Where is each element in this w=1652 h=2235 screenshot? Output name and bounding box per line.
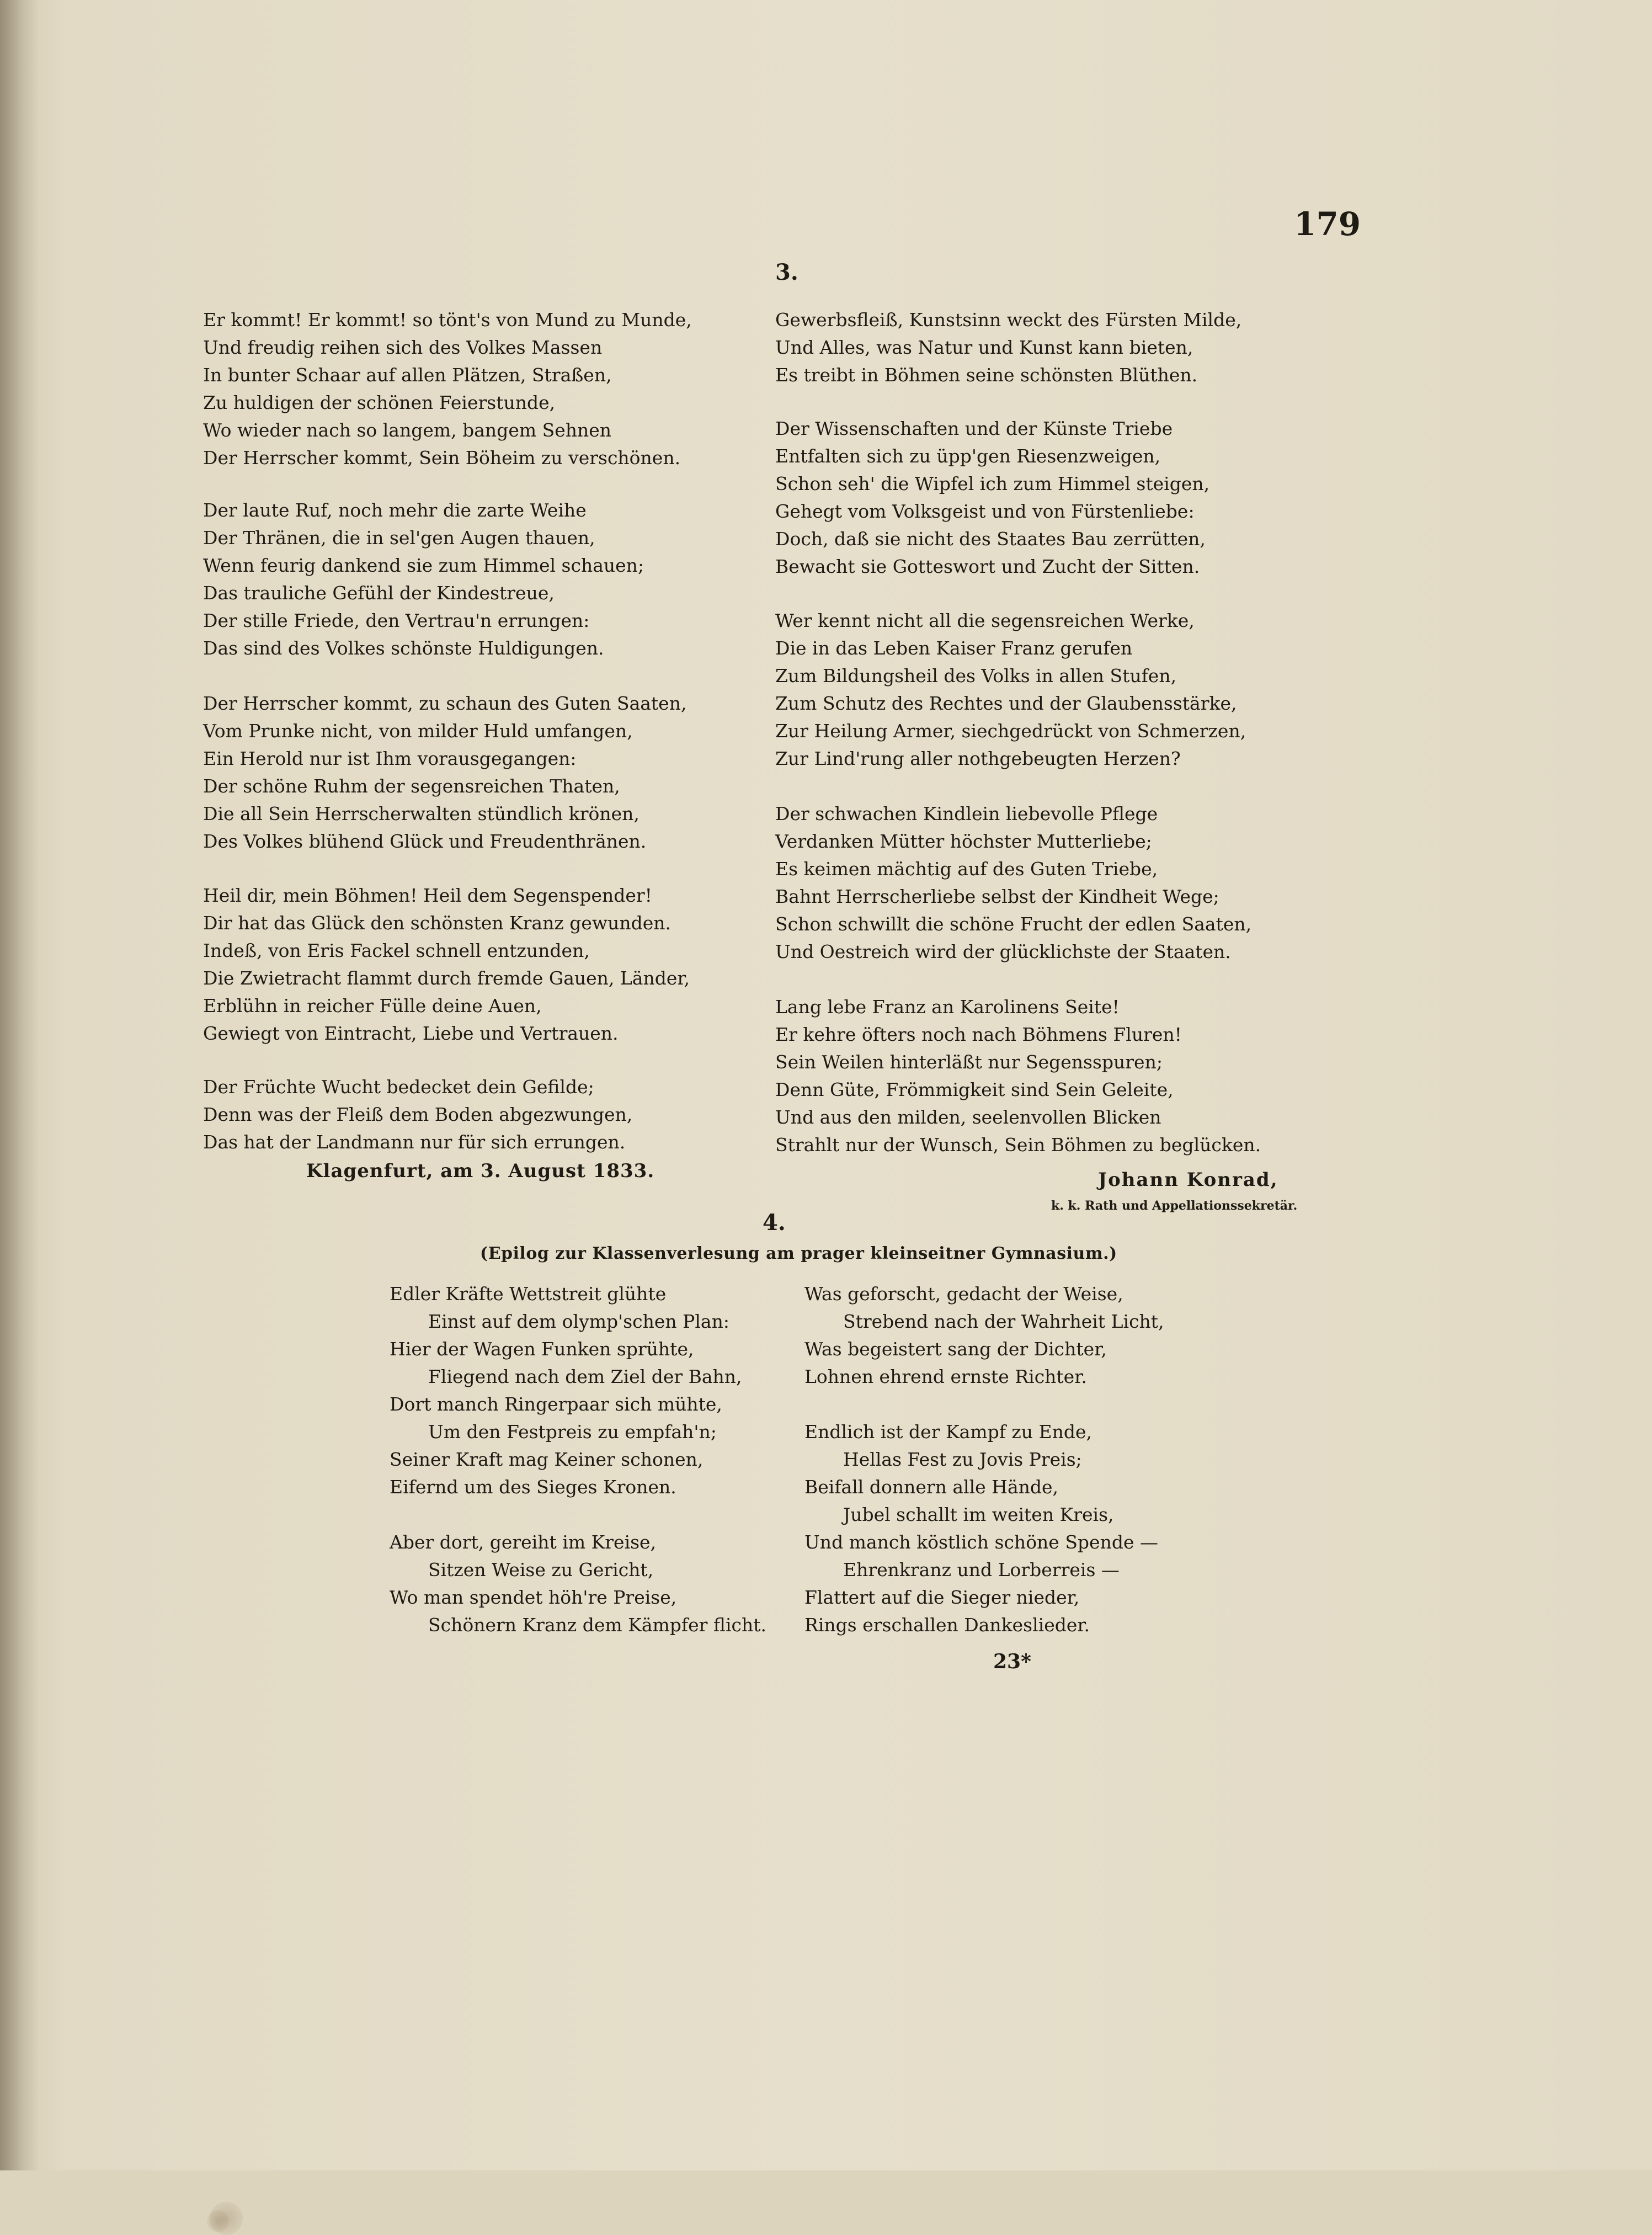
verse-line: Und Alles, was Natur und Kunst kann bieten, (775, 337, 1193, 358)
verse-line: Der Herrscher kommt, zu schaun des Guten Saaten, (203, 693, 687, 714)
verse-line: Das sind des Volkes schönste Huldigungen. (203, 637, 604, 659)
poem-3-left-stanza-5 (203, 1073, 632, 1156)
gutter-shadow (0, 0, 39, 2170)
paper-stain (210, 2202, 243, 2235)
verse-line: Jubel schallt im weiten Kreis, (843, 1504, 1114, 1525)
poem-4-right-stanza-2 (804, 1418, 1158, 1639)
verse-line: Strebend nach der Wahrheit Licht, (843, 1311, 1164, 1332)
verse-line: Schon schwillt die schöne Frucht der edlen Saaten, (775, 913, 1252, 935)
verse-line: Edler Kräfte Wettstreit glühte (390, 1283, 667, 1305)
author-role: k. k. Rath und Appellationssekretär. (1051, 1199, 1298, 1213)
verse-line: Der Wissenschaften und der Künste Triebe (775, 418, 1173, 439)
verse-line: Verdanken Mütter höchster Mutterliebe; (775, 831, 1152, 852)
verse-line: Der Thränen, die in sel'gen Augen thauen, (203, 527, 595, 549)
verse-line: Der schöne Ruhm der segensreichen Thaten, (203, 775, 620, 797)
poem-3-right-stanza-2 (775, 415, 1209, 581)
verse-line: Es treibt in Böhmen seine schönsten Blüthen. (775, 364, 1198, 386)
poem-3-right-stanza-1 (775, 306, 1241, 389)
verse-line: Dort manch Ringerpaar sich mühte, (390, 1393, 722, 1415)
verse-line: Denn Güte, Frömmigkeit sind Sein Geleite, (775, 1079, 1174, 1100)
verse-line: Schon seh' die Wipfel ich zum Himmel steigen, (775, 473, 1210, 494)
verse-line: Und freudig reihen sich des Volkes Massen (203, 337, 603, 358)
verse-line: Wenn feurig dankend sie zum Himmel schauen; (203, 555, 644, 576)
verse-line: Flattert auf die Sieger nieder, (804, 1587, 1080, 1608)
signature-mark: 23* (993, 1650, 1031, 1673)
verse-line: Zur Heilung Armer, siechgedrückt von Schmerzen, (775, 720, 1246, 742)
verse-line: Was begeistert sang der Dichter, (804, 1338, 1107, 1360)
verse-line: Der Herrscher kommt, Sein Böheim zu verschönen. (203, 447, 681, 469)
verse-line: Die all Sein Herrscherwalten stündlich krönen, (203, 803, 640, 824)
verse-line: Was geforscht, gedacht der Weise, (804, 1283, 1123, 1305)
verse-line: Gewiegt von Eintracht, Liebe und Vertrauen. (203, 1023, 619, 1044)
verse-line: Wo man spendet höh're Preise, (390, 1587, 677, 1608)
verse-line: Einst auf dem olymp'schen Plan: (428, 1311, 729, 1332)
verse-line: Sitzen Weise zu Gericht, (428, 1559, 654, 1581)
verse-line: Dir hat das Glück den schönsten Kranz gewunden. (203, 912, 672, 934)
place-date: Klagenfurt, am 3. August 1833. (306, 1160, 655, 1182)
verse-line: Zum Schutz des Rechtes und der Glaubensstärke, (775, 693, 1237, 714)
verse-line: Bewacht sie Gotteswort und Zucht der Sitten. (775, 556, 1200, 577)
verse-line: Er kehre öfters noch nach Böhmens Fluren! (775, 1024, 1182, 1045)
verse-line: Bahnt Herrscherliebe selbst der Kindheit Wege; (775, 886, 1219, 907)
verse-line: Lohnen ehrend ernste Richter. (804, 1366, 1087, 1387)
verse-line: Er kommt! Er kommt! so tönt's von Mund zu Munde, (203, 309, 692, 331)
verse-line: Rings erschallen Dankeslieder. (804, 1614, 1090, 1636)
poem-4-number: 4. (763, 1210, 786, 1236)
verse-line: Und manch köstlich schöne Spende — (804, 1531, 1158, 1553)
verse-line: Erblühn in reicher Fülle deine Auen, (203, 995, 542, 1017)
verse-line: Um den Festpreis zu empfah'n; (428, 1421, 717, 1443)
verse-line: Zu huldigen der schönen Feierstunde, (203, 392, 556, 413)
verse-line: Zum Bildungsheil des Volks in allen Stufen, (775, 665, 1177, 687)
verse-line: Eifernd um des Sieges Kronen. (390, 1476, 676, 1498)
verse-line: Schönern Kranz dem Kämpfer flicht. (428, 1614, 766, 1636)
verse-line: Zur Lind'rung aller nothgebeugten Herzen? (775, 748, 1181, 769)
poem-4-left-stanza-2 (390, 1529, 766, 1639)
poem-3-right-stanza-4 (775, 800, 1251, 966)
poem-4-right-stanza-1 (804, 1280, 1164, 1391)
verse-line: Es keimen mächtig auf des Guten Triebe, (775, 858, 1158, 880)
verse-line: Indeß, von Eris Fackel schnell entzunden, (203, 940, 590, 961)
verse-line: Die in das Leben Kaiser Franz gerufen (775, 637, 1133, 659)
verse-line: Der laute Ruf, noch mehr die zarte Weihe (203, 499, 587, 521)
verse-line: Heil dir, mein Böhmen! Heil dem Segenspender! (203, 885, 652, 906)
verse-line: Strahlt nur der Wunsch, Sein Böhmen zu beglücken. (775, 1134, 1261, 1156)
poem-3-left-stanza-3 (203, 690, 686, 855)
verse-line: Wo wieder nach so langem, bangem Sehnen (203, 419, 612, 441)
verse-line: Sein Weilen hinterläßt nur Segensspuren; (775, 1051, 1163, 1073)
verse-line: Endlich ist der Kampf zu Ende, (804, 1421, 1093, 1443)
verse-line: Die Zwietracht flammt durch fremde Gauen, Länder, (203, 967, 690, 989)
poem-3-left-stanza-4 (203, 882, 690, 1047)
verse-line: Hellas Fest zu Jovis Preis; (843, 1449, 1082, 1470)
verse-line: Vom Prunke nicht, von milder Huld umfangen, (203, 720, 633, 742)
verse-line: Denn was der Fleiß dem Boden abgezwungen, (203, 1104, 633, 1125)
verse-line: Beifall donnern alle Hände, (804, 1476, 1059, 1498)
verse-line: Der Früchte Wucht bedecket dein Gefilde; (203, 1076, 594, 1098)
poem-4-subtitle: (Epilog zur Klassenverlesung am prager kleinseitner Gymnasium.) (480, 1244, 1117, 1263)
poem-4-left-stanza-1 (390, 1280, 742, 1501)
verse-line: Das hat der Landmann nur für sich errungen. (203, 1131, 626, 1153)
verse-line: Entfalten sich zu üpp'gen Riesenzweigen, (775, 445, 1161, 467)
verse-line: Und Oestreich wird der glücklichste der Staaten. (775, 941, 1231, 962)
verse-line: Hier der Wagen Funken sprühte, (390, 1338, 694, 1360)
verse-line: Des Volkes blühend Glück und Freudenthränen. (203, 831, 647, 852)
verse-line: Gewerbsfleiß, Kunstsinn weckt des Fürsten Milde, (775, 309, 1242, 331)
verse-line: Aber dort, gereiht im Kreise, (390, 1531, 657, 1553)
verse-line: Und aus den milden, seelenvollen Blicken (775, 1106, 1161, 1128)
author-name: Johann Konrad, (1098, 1169, 1278, 1191)
poem-3-left-stanza-2 (203, 497, 644, 662)
verse-line: Ehrenkranz und Lorberreis — (843, 1559, 1120, 1581)
verse-line: Wer kennt nicht all die segensreichen Werke, (775, 610, 1195, 631)
verse-line: Der stille Friede, den Vertrau'n errungen: (203, 610, 590, 631)
page-number: 179 (1294, 205, 1361, 243)
verse-line: Seiner Kraft mag Keiner schonen, (390, 1449, 704, 1470)
verse-line: Fliegend nach dem Ziel der Bahn, (428, 1366, 742, 1387)
verse-line: In bunter Schaar auf allen Plätzen, Straßen, (203, 364, 612, 386)
verse-line: Ein Herold nur ist Ihm vorausgegangen: (203, 748, 577, 769)
poem-3-left-stanza-1 (203, 306, 692, 472)
verse-line: Lang lebe Franz an Karolinens Seite! (775, 996, 1120, 1018)
verse-line: Gehegt vom Volksgeist und von Fürstenliebe: (775, 501, 1195, 522)
poem-3-right-stanza-3 (775, 607, 1246, 773)
verse-line: Der schwachen Kindlein liebevolle Pflege (775, 803, 1158, 824)
poem-3-number: 3. (775, 259, 798, 285)
verse-line: Doch, daß sie nicht des Staates Bau zerrütten, (775, 528, 1206, 550)
verse-line: Das trauliche Gefühl der Kindestreue, (203, 582, 555, 604)
poem-3-right-stanza-5 (775, 993, 1261, 1159)
